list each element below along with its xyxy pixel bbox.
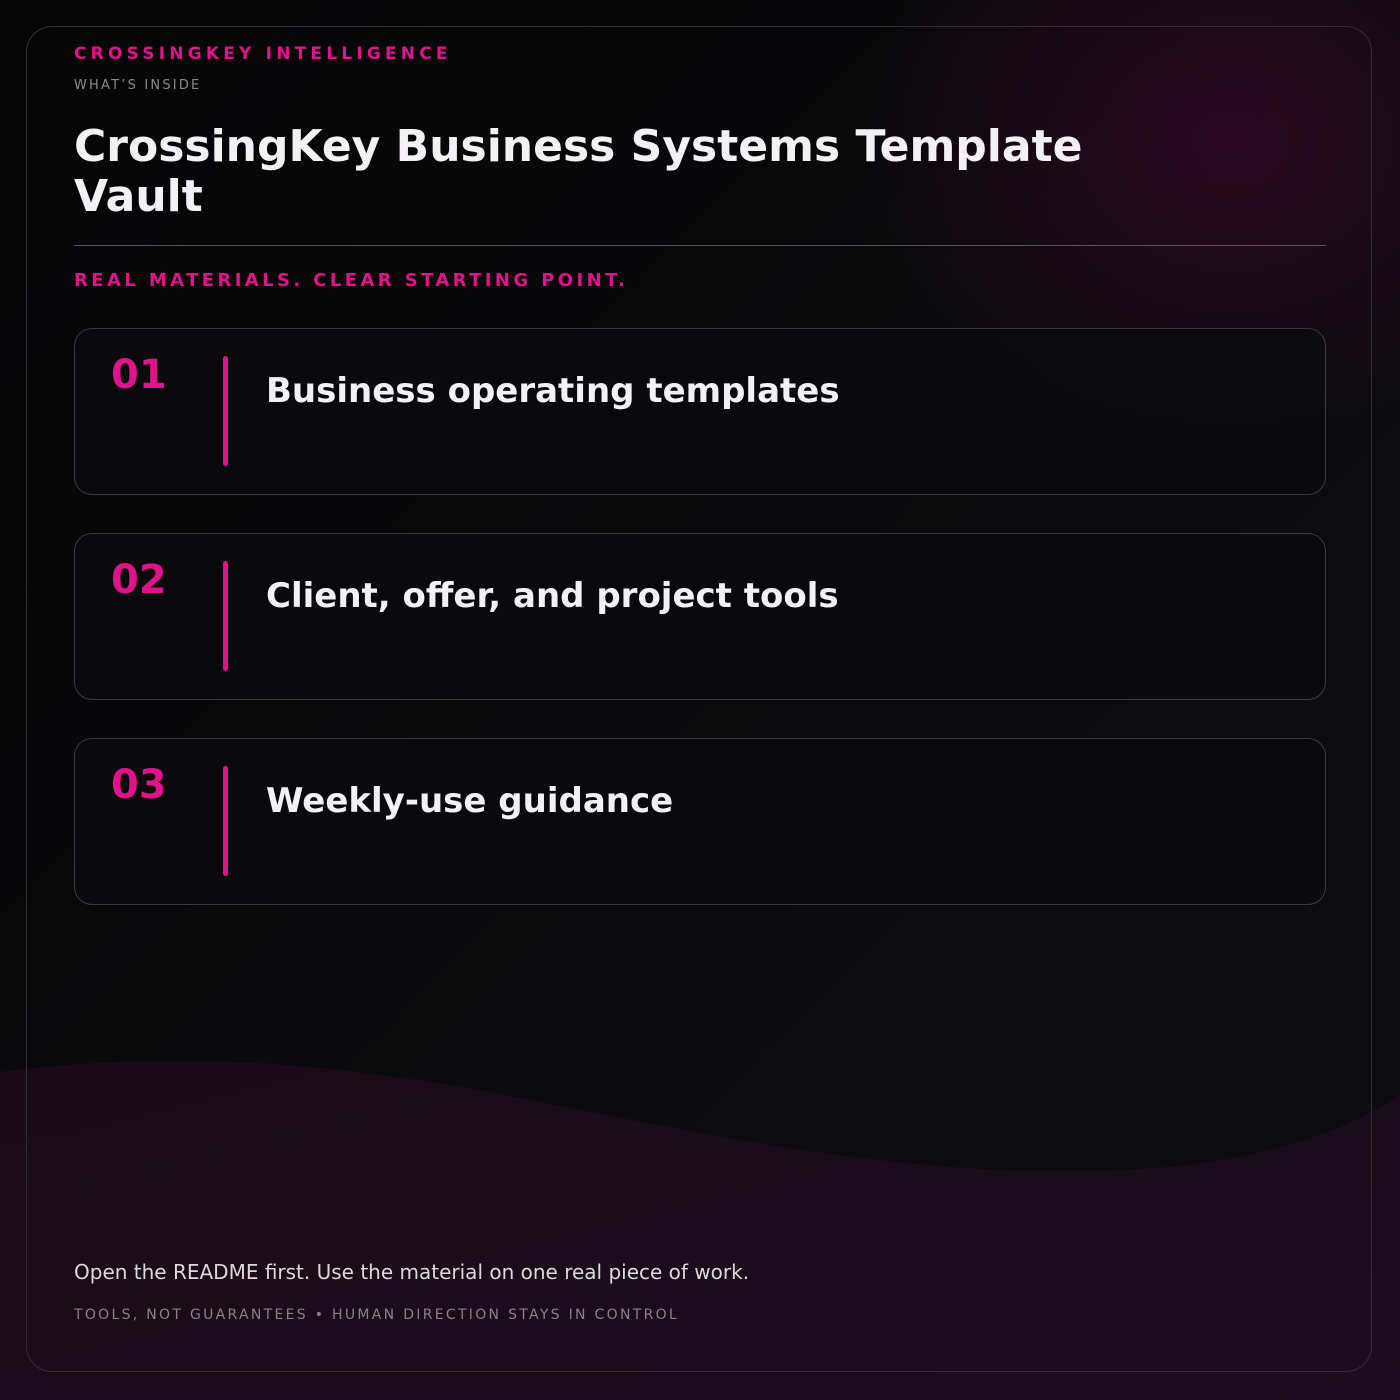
disclaimer-text: TOOLS, NOT GUARANTEES • HUMAN DIRECTION STAYS IN CONTROL <box>74 1307 680 1323</box>
feature-card-2 <box>74 533 1326 700</box>
feature-label: Client, offer, and project tools <box>266 576 839 616</box>
feature-number: 01 <box>111 352 167 398</box>
title-divider <box>74 245 1326 246</box>
feature-number: 03 <box>111 762 167 808</box>
section-label: WHAT’S INSIDE <box>74 78 202 93</box>
accent-bar <box>223 766 228 876</box>
feature-card-3 <box>74 738 1326 905</box>
instruction-text: Open the README first. Use the material on one real piece of work. <box>74 1260 750 1284</box>
feature-number: 02 <box>111 557 167 603</box>
tagline: REAL MATERIALS. CLEAR STARTING POINT. <box>74 270 629 291</box>
page-title: CrossingKey Business Systems Template Vault <box>74 121 1083 222</box>
feature-label: Weekly-use guidance <box>266 781 674 821</box>
feature-label: Business operating templates <box>266 371 840 411</box>
brand-name: CROSSINGKEY INTELLIGENCE <box>74 44 452 64</box>
feature-card-1 <box>74 328 1326 495</box>
accent-bar <box>223 561 228 671</box>
accent-bar <box>223 356 228 466</box>
